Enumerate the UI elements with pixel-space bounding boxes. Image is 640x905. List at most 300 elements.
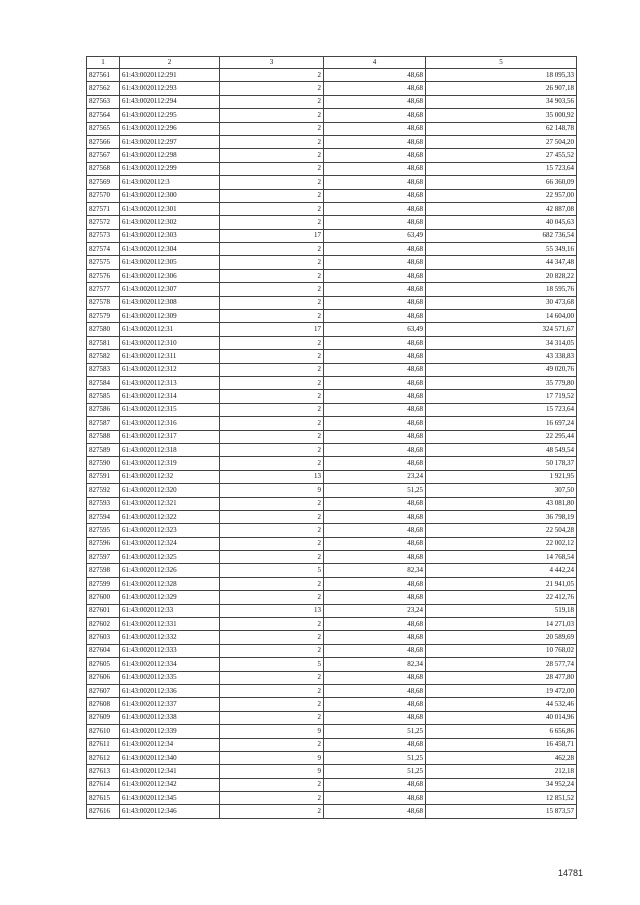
table-cell-col-2: 61:43:0020112:331 [120,618,220,631]
table-cell-col-3: 2 [220,551,324,564]
table-cell-col-3: 2 [220,350,324,363]
table-cell-col-1: 827606 [87,671,120,684]
table-cell-col-5: 15 723,64 [426,403,577,416]
table-cell-col-3: 2 [220,310,324,323]
table-cell-col-2: 61:43:0020112:338 [120,711,220,724]
table-cell-col-3: 9 [220,725,324,738]
table-cell-col-1: 827576 [87,269,120,282]
table-cell-col-1: 827612 [87,751,120,764]
table-cell-col-5: 22 957,00 [426,189,577,202]
table-cell-col-2: 61:43:0020112:302 [120,216,220,229]
table-cell-col-3: 2 [220,363,324,376]
table-cell-col-3: 2 [220,497,324,510]
table-cell-col-3: 9 [220,751,324,764]
table-cell-col-4: 48,68 [324,631,426,644]
table-cell-col-2: 61:43:0020112:293 [120,82,220,95]
table-row [87,765,577,778]
table-row [87,149,577,162]
table-cell-col-2: 61:43:0020112:334 [120,658,220,671]
table-cell-col-2: 61:43:0020112:326 [120,564,220,577]
table-cell-col-1: 827609 [87,711,120,724]
table-cell-col-1: 827608 [87,698,120,711]
table-cell-col-4: 48,68 [324,537,426,550]
table-cell-col-3: 2 [220,176,324,189]
table-cell-col-2: 61:43:0020112:304 [120,243,220,256]
table-cell-col-2: 61:43:0020112:325 [120,551,220,564]
table-cell-col-4: 48,68 [324,283,426,296]
table-row [87,122,577,135]
table-cell-col-4: 51,25 [324,484,426,497]
table-row [87,135,577,148]
table-cell-col-1: 827607 [87,684,120,697]
table-cell-col-4: 23,24 [324,470,426,483]
table-cell-col-3: 2 [220,591,324,604]
table-cell-col-2: 61:43:0020112:294 [120,95,220,108]
table-cell-col-3: 2 [220,805,324,818]
table-cell-col-4: 48,68 [324,363,426,376]
table-cell-col-3: 2 [220,524,324,537]
table-row [87,283,577,296]
table-cell-col-1: 827594 [87,510,120,523]
table-cell-col-1: 827562 [87,82,120,95]
table-cell-col-3: 2 [220,109,324,122]
table-cell-col-4: 48,68 [324,176,426,189]
table-row [87,189,577,202]
table-cell-col-1: 827583 [87,363,120,376]
table-row [87,671,577,684]
table-cell-col-3: 2 [220,95,324,108]
table-cell-col-2: 61:43:0020112:342 [120,778,220,791]
table-row [87,296,577,309]
table-cell-col-5: 22 504,28 [426,524,577,537]
table-cell-col-5: 1 921,95 [426,470,577,483]
table-row [87,202,577,215]
table-cell-col-3: 2 [220,82,324,95]
table-cell-col-4: 48,68 [324,109,426,122]
table-cell-col-1: 827605 [87,658,120,671]
table-row [87,82,577,95]
table-cell-col-1: 827615 [87,792,120,805]
table-cell-col-5: 20 828,22 [426,269,577,282]
table-cell-col-2: 61:43:0020112:31 [120,323,220,336]
table-cell-col-2: 61:43:0020112:345 [120,792,220,805]
table-cell-col-4: 48,68 [324,591,426,604]
table-cell-col-2: 61:43:0020112:341 [120,765,220,778]
table-cell-col-2: 61:43:0020112:318 [120,443,220,456]
table-cell-col-2: 61:43:0020112:337 [120,698,220,711]
table-row [87,591,577,604]
table-cell-col-1: 827601 [87,604,120,617]
table-cell-col-3: 2 [220,283,324,296]
table-cell-col-2: 61:43:0020112:3 [120,176,220,189]
table-cell-col-1: 827569 [87,176,120,189]
table-row [87,162,577,175]
table-cell-col-4: 48,68 [324,95,426,108]
table-cell-col-1: 827588 [87,430,120,443]
table-cell-col-5: 212,18 [426,765,577,778]
table-cell-col-2: 61:43:0020112:291 [120,69,220,82]
table-cell-col-5: 22 412,76 [426,591,577,604]
table-cell-col-4: 48,68 [324,403,426,416]
table-cell-col-4: 48,68 [324,524,426,537]
table-cell-col-1: 827610 [87,725,120,738]
table-row [87,805,577,818]
table-row [87,390,577,403]
table-cell-col-4: 48,68 [324,738,426,751]
table-cell-col-5: 21 941,05 [426,577,577,590]
table-cell-col-4: 48,68 [324,417,426,430]
table-cell-col-5: 14 271,03 [426,618,577,631]
table-cell-col-4: 48,68 [324,457,426,470]
table-cell-col-3: 2 [220,631,324,644]
table-cell-col-4: 48,68 [324,671,426,684]
table-cell-col-3: 2 [220,243,324,256]
table-cell-col-3: 17 [220,323,324,336]
table-cell-col-3: 2 [220,149,324,162]
table-cell-col-2: 61:43:0020112:33 [120,604,220,617]
table-cell-col-1: 827566 [87,135,120,148]
table-row [87,350,577,363]
table-cell-col-5: 35 000,92 [426,109,577,122]
table-cell-col-5: 307,50 [426,484,577,497]
table-row [87,323,577,336]
table-cell-col-1: 827577 [87,283,120,296]
table-cell-col-4: 48,68 [324,778,426,791]
table-cell-col-2: 61:43:0020112:298 [120,149,220,162]
table-cell-col-5: 36 798,19 [426,510,577,523]
table-cell-col-4: 48,68 [324,430,426,443]
table-cell-col-1: 827568 [87,162,120,175]
table-cell-col-5: 18 595,76 [426,283,577,296]
table-cell-col-5: 27 504,20 [426,135,577,148]
table-row [87,711,577,724]
table-cell-col-5: 16 458,71 [426,738,577,751]
table-cell-col-1: 827596 [87,537,120,550]
table-body [87,69,577,819]
table-row [87,457,577,470]
table-cell-col-2: 61:43:0020112:309 [120,310,220,323]
table-cell-col-3: 2 [220,778,324,791]
table-cell-col-3: 5 [220,658,324,671]
table-cell-col-3: 2 [220,403,324,416]
table-cell-col-3: 2 [220,216,324,229]
table-cell-col-3: 2 [220,792,324,805]
table-cell-col-2: 61:43:0020112:340 [120,751,220,764]
table-cell-col-5: 44 347,48 [426,256,577,269]
table-cell-col-2: 61:43:0020112:300 [120,189,220,202]
table-cell-col-1: 827581 [87,336,120,349]
table-cell-col-1: 827584 [87,376,120,389]
table-cell-col-2: 61:43:0020112:313 [120,376,220,389]
table-cell-col-5: 34 952,24 [426,778,577,791]
table-cell-col-4: 48,68 [324,510,426,523]
table-cell-col-3: 2 [220,671,324,684]
table-cell-col-2: 61:43:0020112:332 [120,631,220,644]
table-cell-col-1: 827578 [87,296,120,309]
table-cell-col-2: 61:43:0020112:299 [120,162,220,175]
table-cell-col-2: 61:43:0020112:297 [120,135,220,148]
table-cell-col-4: 48,68 [324,162,426,175]
table-cell-col-1: 827591 [87,470,120,483]
table-cell-col-3: 2 [220,430,324,443]
table-row [87,497,577,510]
table-row [87,109,577,122]
table-row [87,216,577,229]
table-cell-col-2: 61:43:0020112:322 [120,510,220,523]
table-cell-col-4: 48,68 [324,82,426,95]
table-cell-col-2: 61:43:0020112:333 [120,644,220,657]
table-cell-col-2: 61:43:0020112:324 [120,537,220,550]
table-cell-col-3: 2 [220,296,324,309]
table-row [87,363,577,376]
table-cell-col-2: 61:43:0020112:310 [120,336,220,349]
table-cell-col-4: 82,34 [324,658,426,671]
table-cell-col-4: 48,68 [324,618,426,631]
column-header-3: 3 [220,57,324,69]
table-cell-col-5: 43 338,83 [426,350,577,363]
table-cell-col-3: 5 [220,564,324,577]
table-cell-col-5: 34 903,56 [426,95,577,108]
table-row [87,310,577,323]
table-row [87,631,577,644]
table-cell-col-3: 2 [220,644,324,657]
table-cell-col-5: 20 589,69 [426,631,577,644]
table-row [87,564,577,577]
table-cell-col-4: 48,68 [324,69,426,82]
table-row [87,551,577,564]
table-cell-col-5: 15 873,57 [426,805,577,818]
table-cell-col-3: 2 [220,269,324,282]
table-cell-col-5: 14 768,54 [426,551,577,564]
table-row [87,470,577,483]
table-cell-col-2: 61:43:0020112:320 [120,484,220,497]
table-cell-col-2: 61:43:0020112:319 [120,457,220,470]
table-cell-col-1: 827580 [87,323,120,336]
table-cell-col-2: 61:43:0020112:335 [120,671,220,684]
table-cell-col-2: 61:43:0020112:329 [120,591,220,604]
table-cell-col-1: 827586 [87,403,120,416]
table-cell-col-4: 48,68 [324,216,426,229]
table-row [87,430,577,443]
column-header-1: 1 [87,57,120,69]
table-row [87,658,577,671]
table-cell-col-3: 2 [220,135,324,148]
table-cell-col-4: 48,68 [324,711,426,724]
table-cell-col-4: 23,24 [324,604,426,617]
table-row [87,443,577,456]
table-cell-col-5: 44 532,46 [426,698,577,711]
table-cell-col-5: 4 442,24 [426,564,577,577]
table-cell-col-1: 827590 [87,457,120,470]
table-cell-col-2: 61:43:0020112:328 [120,577,220,590]
table-cell-col-5: 682 736,54 [426,229,577,242]
table-cell-col-3: 2 [220,69,324,82]
table-cell-col-1: 827561 [87,69,120,82]
table-row [87,524,577,537]
table-cell-col-4: 48,68 [324,350,426,363]
table-cell-col-3: 2 [220,122,324,135]
table-cell-col-5: 62 148,78 [426,122,577,135]
table-cell-col-4: 48,68 [324,792,426,805]
table-cell-col-2: 61:43:0020112:321 [120,497,220,510]
table-cell-col-4: 48,68 [324,202,426,215]
page-number: 14781 [558,868,584,878]
table-row [87,604,577,617]
table-cell-col-2: 61:43:0020112:314 [120,390,220,403]
table-cell-col-4: 48,68 [324,243,426,256]
table-cell-col-2: 61:43:0020112:296 [120,122,220,135]
table-cell-col-3: 2 [220,417,324,430]
table-row [87,243,577,256]
table-cell-col-1: 827579 [87,310,120,323]
table-cell-col-1: 827616 [87,805,120,818]
table-row [87,484,577,497]
table-row [87,698,577,711]
table-cell-col-5: 30 473,68 [426,296,577,309]
table-cell-col-1: 827572 [87,216,120,229]
table-cell-col-5: 35 779,80 [426,376,577,389]
column-header-2: 2 [120,57,220,69]
table-row [87,577,577,590]
table-cell-col-4: 63,49 [324,229,426,242]
table-cell-col-4: 48,68 [324,135,426,148]
table-cell-col-5: 18 095,33 [426,69,577,82]
table-row [87,725,577,738]
table-cell-col-1: 827585 [87,390,120,403]
table-row [87,684,577,697]
table-cell-col-5: 49 020,76 [426,363,577,376]
table-row [87,417,577,430]
table-cell-col-5: 12 851,52 [426,792,577,805]
table-cell-col-2: 61:43:0020112:311 [120,350,220,363]
table-cell-col-5: 14 604,00 [426,310,577,323]
table-cell-col-3: 2 [220,336,324,349]
table-cell-col-4: 48,68 [324,443,426,456]
table-row [87,95,577,108]
table-cell-col-3: 2 [220,390,324,403]
table-cell-col-1: 827604 [87,644,120,657]
table-cell-col-5: 16 697,24 [426,417,577,430]
table-cell-col-4: 51,25 [324,765,426,778]
table-cell-col-2: 61:43:0020112:306 [120,269,220,282]
table-cell-col-5: 15 723,64 [426,162,577,175]
table-cell-col-5: 22 002,12 [426,537,577,550]
table-cell-col-1: 827567 [87,149,120,162]
table-cell-col-5: 10 768,02 [426,644,577,657]
table-cell-col-4: 48,68 [324,644,426,657]
table-cell-col-1: 827565 [87,122,120,135]
table-cell-col-2: 61:43:0020112:346 [120,805,220,818]
table-cell-col-2: 61:43:0020112:308 [120,296,220,309]
table-cell-col-3: 2 [220,510,324,523]
table-cell-col-5: 17 719,52 [426,390,577,403]
table-cell-col-2: 61:43:0020112:305 [120,256,220,269]
table-cell-col-2: 61:43:0020112:339 [120,725,220,738]
table-cell-col-5: 519,18 [426,604,577,617]
table-cell-col-3: 2 [220,698,324,711]
data-table [86,56,577,819]
table-cell-col-4: 51,25 [324,751,426,764]
table-row [87,336,577,349]
table-cell-col-5: 66 360,09 [426,176,577,189]
table-cell-col-5: 22 295,44 [426,430,577,443]
document-table-container [86,56,577,819]
table-cell-col-1: 827571 [87,202,120,215]
table-cell-col-2: 61:43:0020112:303 [120,229,220,242]
table-cell-col-4: 48,68 [324,296,426,309]
table-cell-col-4: 48,68 [324,149,426,162]
table-cell-col-3: 2 [220,202,324,215]
table-cell-col-4: 48,68 [324,805,426,818]
table-cell-col-2: 61:43:0020112:295 [120,109,220,122]
table-row [87,644,577,657]
table-cell-col-4: 48,68 [324,376,426,389]
table-cell-col-4: 48,68 [324,189,426,202]
table-cell-col-1: 827582 [87,350,120,363]
table-cell-col-1: 827600 [87,591,120,604]
table-cell-col-5: 26 907,18 [426,82,577,95]
table-cell-col-1: 827563 [87,95,120,108]
table-cell-col-1: 827592 [87,484,120,497]
table-cell-col-2: 61:43:0020112:336 [120,684,220,697]
table-cell-col-4: 48,68 [324,497,426,510]
table-cell-col-4: 82,34 [324,564,426,577]
table-header-row [87,57,577,69]
table-cell-col-3: 2 [220,684,324,697]
table-cell-col-1: 827611 [87,738,120,751]
table-cell-col-5: 42 887,08 [426,202,577,215]
table-cell-col-4: 48,68 [324,256,426,269]
table-cell-col-5: 40 045,63 [426,216,577,229]
table-row [87,256,577,269]
table-row [87,269,577,282]
table-cell-col-4: 48,68 [324,698,426,711]
table-cell-col-4: 48,68 [324,390,426,403]
table-cell-col-5: 34 314,05 [426,336,577,349]
table-cell-col-2: 61:43:0020112:301 [120,202,220,215]
table-cell-col-5: 6 656,86 [426,725,577,738]
table-cell-col-4: 48,68 [324,684,426,697]
table-cell-col-1: 827570 [87,189,120,202]
table-cell-col-5: 462,28 [426,751,577,764]
table-cell-col-5: 40 014,96 [426,711,577,724]
table-cell-col-4: 51,25 [324,725,426,738]
table-row [87,792,577,805]
table-cell-col-1: 827573 [87,229,120,242]
table-cell-col-3: 17 [220,229,324,242]
table-row [87,778,577,791]
table-row [87,738,577,751]
table-cell-col-1: 827598 [87,564,120,577]
table-cell-col-3: 2 [220,376,324,389]
table-cell-col-5: 28 477,80 [426,671,577,684]
table-cell-col-1: 827599 [87,577,120,590]
table-cell-col-5: 55 349,16 [426,243,577,256]
table-cell-col-2: 61:43:0020112:312 [120,363,220,376]
table-cell-col-1: 827597 [87,551,120,564]
table-cell-col-2: 61:43:0020112:317 [120,430,220,443]
table-cell-col-1: 827613 [87,765,120,778]
table-cell-col-3: 13 [220,604,324,617]
table-cell-col-2: 61:43:0020112:315 [120,403,220,416]
table-cell-col-4: 48,68 [324,122,426,135]
table-cell-col-4: 48,68 [324,551,426,564]
table-cell-col-3: 2 [220,162,324,175]
table-cell-col-3: 9 [220,484,324,497]
table-cell-col-3: 2 [220,577,324,590]
table-cell-col-1: 827603 [87,631,120,644]
column-header-4: 4 [324,57,426,69]
